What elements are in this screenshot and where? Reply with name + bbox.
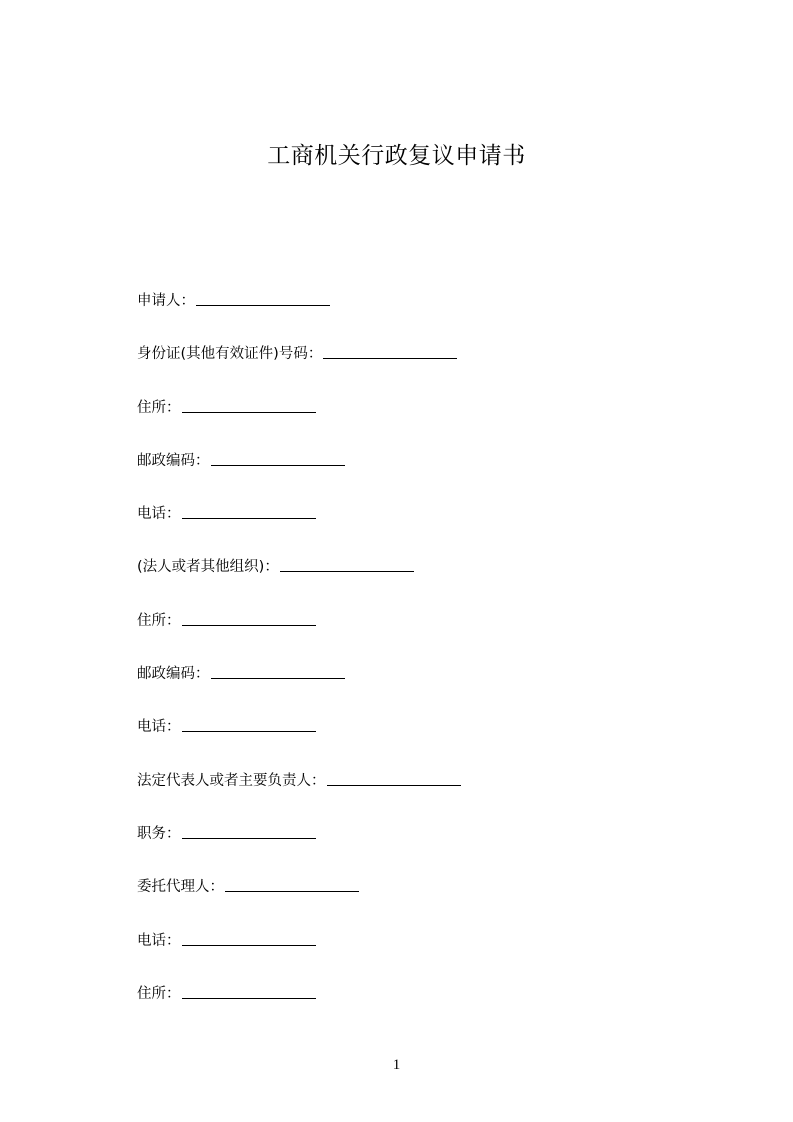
- form-fields: [137, 289, 697, 1035]
- field-address: [137, 396, 697, 449]
- fill-in-blank[interactable]: [196, 289, 330, 306]
- fill-in-blank[interactable]: [327, 769, 461, 786]
- field-label: 邮政编码：: [137, 666, 210, 683]
- field-label: 住所：: [137, 612, 181, 629]
- field-label: 法定代表人或者主要负责人：: [137, 772, 326, 789]
- fill-in-blank[interactable]: [182, 609, 316, 626]
- fill-in-blank[interactable]: [280, 555, 414, 572]
- fill-in-blank[interactable]: [182, 715, 316, 732]
- fill-in-blank[interactable]: [182, 396, 316, 413]
- field-position: [137, 822, 697, 875]
- fill-in-blank[interactable]: [225, 875, 359, 892]
- fill-in-blank[interactable]: [182, 929, 316, 946]
- field-postal-code: [137, 449, 697, 502]
- field-agent-phone: [137, 929, 697, 982]
- fill-in-blank[interactable]: [323, 342, 457, 359]
- field-agent: [137, 875, 697, 928]
- field-id-number: [137, 342, 697, 395]
- field-label: (法人或者其他组织)：: [137, 559, 279, 576]
- fill-in-blank[interactable]: [211, 662, 345, 679]
- field-agent-address: [137, 982, 697, 1035]
- field-label: 电话：: [137, 719, 181, 736]
- field-legal-representative: [137, 769, 697, 822]
- field-organization: [137, 555, 697, 608]
- page-number: 1: [392, 1057, 401, 1073]
- field-label: 电话：: [137, 506, 181, 523]
- field-label: 邮政编码：: [137, 452, 210, 469]
- fill-in-blank[interactable]: [182, 982, 316, 999]
- field-org-phone: [137, 715, 697, 768]
- fill-in-blank[interactable]: [182, 502, 316, 519]
- field-org-postal-code: [137, 662, 697, 715]
- field-label: 电话：: [137, 932, 181, 949]
- fill-in-blank[interactable]: [211, 449, 345, 466]
- field-label: 申请人：: [137, 293, 195, 309]
- field-org-address: [137, 609, 697, 662]
- field-applicant: [137, 289, 697, 342]
- field-label: 身份证(其他有效证件)号码：: [137, 346, 323, 363]
- field-label: 住所：: [137, 985, 181, 1002]
- field-label: 委托代理人：: [137, 879, 224, 896]
- fill-in-blank[interactable]: [182, 822, 316, 839]
- document-title: 工商机关行政复议申请书: [267, 143, 526, 169]
- field-label: 住所：: [137, 399, 181, 416]
- field-phone: [137, 502, 697, 555]
- field-label: 职务：: [137, 825, 181, 842]
